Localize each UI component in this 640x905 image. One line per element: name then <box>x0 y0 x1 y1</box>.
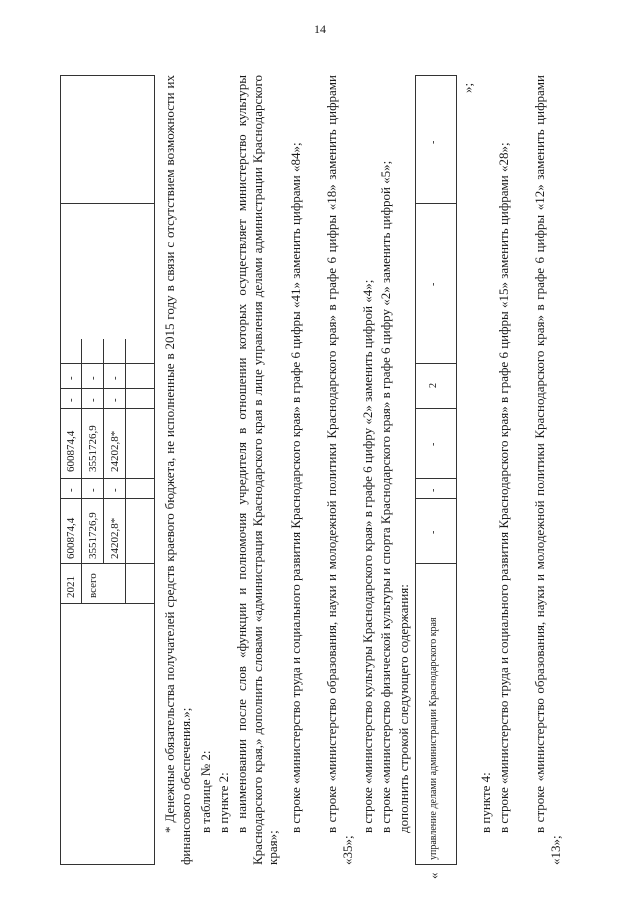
paragraph: в таблице № 2: <box>198 750 213 833</box>
paragraph: в строке «министерство культуры Краснодарского края» в графе 6 цифру «2» заменить цифрой «4»; <box>360 279 375 833</box>
new-row-name: управление делами администрации Краснодарского края <box>428 617 439 860</box>
paragraph: в пункте 4: <box>478 772 493 833</box>
budget-table <box>60 75 155 865</box>
table-cell: 600874,4 <box>65 430 77 472</box>
paragraph: в наименовании после слов «функции и полномочия учредителя в отношении которых осуществляет министерство культуры Краснодарского края,» дополнить словами «администрация Краснодарского края в лице управления делами администрации Краснодарского края»; <box>234 75 281 865</box>
table-cell: - <box>428 140 439 144</box>
table-cell: - <box>428 530 439 534</box>
table-cell: - <box>65 488 77 492</box>
table-cell: - <box>65 376 77 380</box>
rotated-page-content <box>60 65 580 879</box>
table-cell: 24202,8* <box>109 430 121 472</box>
table-cell: - <box>87 488 99 492</box>
table-cell: - <box>109 376 121 380</box>
close-quote: »; <box>460 82 475 93</box>
page-number: 14 <box>314 22 326 36</box>
new-row-table <box>415 75 457 865</box>
table-cell: 3551726,9 <box>87 512 99 559</box>
paragraph: в пункте 2: <box>216 772 231 833</box>
table-cell: - <box>428 488 439 492</box>
table-cell: 2 <box>428 383 439 388</box>
table-cell: 24202,8* <box>109 517 121 559</box>
table-cell: - <box>87 398 99 402</box>
footnote: * Денежные обязательства получателей средств краевого бюджета, не исполненные в 2015 году в связи с отсутствием возможности их финансового обеспечения.»; <box>162 75 193 865</box>
table-cell: 3551726,9 <box>87 425 99 472</box>
table-total-label: всего <box>87 573 99 598</box>
paragraph: дополнить строкой следующего содержания: <box>396 584 411 833</box>
paragraph: в строке «министерство образования, науки и молодежной политики Краснодарского края» в графе 6 цифры «12» заменить цифрами «13»; <box>532 75 563 865</box>
table-cell: - <box>109 398 121 402</box>
table-cell: - <box>109 488 121 492</box>
table-cell: 600874,4 <box>65 517 77 559</box>
table-cell: - <box>428 442 439 446</box>
paragraph: в строке «министерство образования, науки и молодежной политики Краснодарского края» в графе 6 цифры «18» заменить цифрами «35»; <box>324 75 355 865</box>
paragraph: в строке «министерство физической культуры и спорта Краснодарского края» в графе 6 цифру «2» заменить цифрой «5»; <box>378 160 393 833</box>
table-year: 2021 <box>65 576 77 598</box>
paragraph: в строке «министерство труда и социального развития Краснодарского края» в графе 6 цифры «41» заменить цифрами «84»; <box>288 142 303 833</box>
open-quote: « <box>426 872 441 879</box>
table-cell: - <box>65 398 77 402</box>
paragraph: в строке «министерство труда и социального развития Краснодарского края» в графе 6 цифры «15» заменить цифрами «28»; <box>496 142 511 833</box>
table-cell: - <box>428 282 439 286</box>
table-cell: - <box>87 376 99 380</box>
